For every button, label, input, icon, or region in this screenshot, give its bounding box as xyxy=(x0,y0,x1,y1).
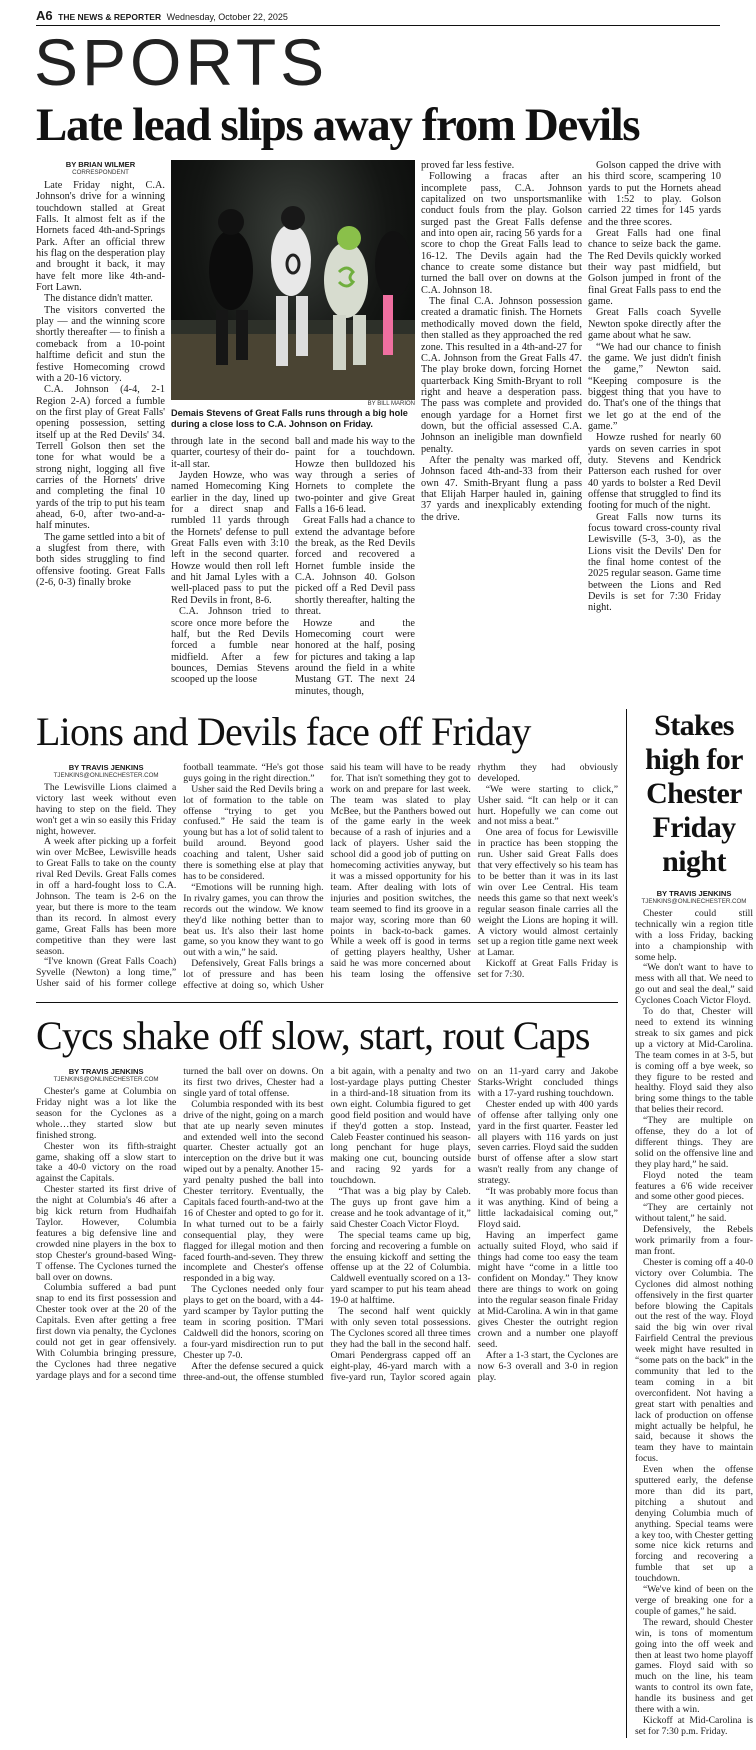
article-paragraph: Late Friday night, C.A. Johnson's drive for a winning touchdown stalled at Great Falls. It almost felt as if the Hornets faced 4th-and-Springs Park. After an official threw his flag on the desperation play and brought it back, it may have felt more like 4th-and-Fort Lawn. xyxy=(36,180,165,294)
article-paragraph: Chester ended up with 400 yards of offense after tallying only one yard in the first quarter. Feaster led all players with 116 yards on just seven carries. Floyd said the sudden burst of offense after a slow start wasn't really from any change of strategy. xyxy=(477,1098,618,1187)
article-paragraph: “Emotions will be running high. In rivalry games, you can throw the records out the window. We know they'd like nothing better than to beat us. It's also their last home game, so you know they want to go out with a win,” he said. xyxy=(183,881,324,959)
article-paragraph: “I've known (Great Falls Coach) Syvelle (Newton) a long time,” Usher said of his former college football teammate. “He's got those guys going in the right direction.” xyxy=(36,761,324,990)
article-paragraph: Usher said the Red Devils bring a lot of formation to the table on offense “trying to get you confused.” He said the team is young but has a lot of solid talent to build around. Beyond good coaching and talent, Usher said there is something else at play that has to be considered. xyxy=(183,783,324,882)
article-paragraph: After a 1-3 start, the Cyclones are now 6-3 overall and 3-0 in region play. xyxy=(477,1349,618,1383)
page-header xyxy=(36,8,720,26)
article-paragraph: After the penalty was marked off, Johnson faced 4th-and-33 from their own 47. Smith-Bryant flung a pass that Elijah Harper hauled in, gaining 37 yards and inexplicably extending the drive. xyxy=(421,454,582,523)
article-paragraph: Golson capped the drive with his third score, scampering 10 yards to put the Hornets ahead with 1:52 to play. Golson carried 22 times for 145 yards and the three scores. xyxy=(588,160,721,228)
article-paragraph: Kickoff at Mid-Carolina is set for 7:30 p.m. Friday. xyxy=(635,1714,753,1737)
byline: BY TRAVIS JENKINS xyxy=(656,888,732,898)
article-paragraph: To do that, Chester will need to extend its winning streak to six games and pick up a victory at Mid-Carolina. The team comes in at 3-5, but is coming off a bye week, so they figure to be rested and healthy. Floyd said they also bring some things to the table that belies their record. xyxy=(635,1006,753,1116)
article-paragraph: Chester is coming off a 40-0 victory over Columbia. The Cyclones did almost nothing offensively in the first quarter before blowing the Capitals out the rest of the way. Floyd said the big win over rival Fairfield Central the previous week might have resulted in “some pats on the back” in the community that led to the team coming in a bit overconfident. Not having a great start with penalties and lack of production on offense might actually be helpful, he said, because it shows the team they have to maintain focus. xyxy=(635,1256,753,1465)
article-paragraph: The second half went quickly with only seven total possessions. The Cyclones scored all three times they had the ball in the second half. Omari Pendergrass capped off an eight-play, 46-yard march with a five-yard run, Taylor scored again on an 11-yard carry and Jakobe Starks-Wright concluded things with a 17-yard rushing touchdown. xyxy=(330,1066,618,1383)
byline-email: TJENKINS@ONLINECHESTER.COM xyxy=(53,1076,159,1084)
article-paragraph: “That was a big play by Caleb. The guys up front gave him a crease and he took advantage of it,” said Chester Coach Victor Floyd. xyxy=(330,1186,471,1230)
article-paragraph: Chester's game at Columbia on Friday night was a lot like the season for the Cyclones as a whole…they started slow but finished strong. xyxy=(36,1086,177,1141)
article-paragraph: Following a fracas after an incomplete pass, C.A. Johnson capitalized on two unsportsmanlike conduct fouls from the play. Golson surged past the Great Falls defense and into open air, racing 56 yards for a score to chop the Great Falls lead to 16-12. The Devils again had the chance to create some distance but turned the ball over on downs at the C.A. Johnson 18. xyxy=(421,171,582,296)
article-paragraph: The visitors converted the play — and the winning score shortly thereafter — to finish a comeback from a 10-point halftime deficit and stun the festive Homecoming crowd with a 20-16 victory. xyxy=(36,304,165,384)
article-paragraph: Howze rushed for nearly 60 yards on seven carries in spot duty. Stevens and Kendrick Patterson each rushed for over 40 yards to bolster a Red Devil offense that struggled to find its footing for much of the night. xyxy=(588,432,721,512)
article-paragraph: proved far less festive. xyxy=(421,160,515,171)
article-paragraph: Columbia responded with its best drive of the night, going on a march that ate up nearly seven minutes and extended well into the second quarter. Chester actually got an interception on the drive but it was wiped out by a penalty. Another 15-yard penalty pushed the ball into Chester territory. Eventually, the Capitals faced fourth-and-two at the 16 of Chester and opted to go for it. In what turned out to be a fairly consequential play, they were flagged for illegal motion and then faced fourth-and-seven. They threw incomplete and Chester's offense responded in a big way. xyxy=(183,1098,324,1285)
lower-left-stories xyxy=(36,709,618,1738)
article-paragraph: “They are certainly not without talent,” he said. xyxy=(635,1202,753,1225)
article-paragraph: The special teams came up big, forcing and recovering a fumble on the ensuing kickoff and setting the offense up at the 22 of Columbia. Caldwell eventually scored on a 13-yard scamper to put his team ahead 19-0 at halftime. xyxy=(330,1229,471,1307)
lower-section xyxy=(36,709,752,1738)
issue-date: Wednesday, October 22, 2025 xyxy=(166,12,288,22)
article-paragraph: After the defense secured a quick three-and-out, the offense stumbled a bit again, with a penalty and two lost-yardage plays putting Chester in a third-and-18 situation from its own eight. Columbia figured to get good field position and would have if they'd gotten a stop. Instead, Caleb Feaster continued his season-long penchant for huge plays, making one cut, bouncing outside and racing 92 yards for a touchdown. xyxy=(183,1066,471,1383)
main-story-column-2 xyxy=(171,436,289,686)
article-paragraph: Chester could still technically win a region title with a loss Friday, backing into a championship with some help. xyxy=(635,907,753,963)
byline: BY TRAVIS JENKINS xyxy=(68,762,144,772)
article-paragraph: “We had our chance to finish the game. We just didn't finish the game,” Newton said. “Keeping composure is the biggest thing that you have to do. That's one of the things that we let go at the end of the game.” xyxy=(588,341,721,432)
main-story-column-4 xyxy=(421,160,582,523)
article-paragraph: “We don't want to have to mess with all that. We need to go out and seal the deal,” said Cyclones Coach Victor Floyd. xyxy=(635,962,753,1007)
article-paragraph: “It was probably more focus than it was anything. Kind of being a little lackadaisical coming out,” Floyd said. xyxy=(477,1186,618,1230)
byline: BY BRIAN WILMER xyxy=(65,160,136,169)
main-story-column-3 xyxy=(295,436,415,697)
photo-credit: BY BILL MARION xyxy=(367,401,415,407)
article-paragraph: The Lewisville Lions claimed a victory last week without even having to step on the field. They won't get a win so easily this Friday night, however. xyxy=(36,781,177,837)
article-paragraph: The reward, should Chester win, is tons of momentum going into the off week and then at least two home playoff games. Floyd said with so much on the line, his team wants to control its own fate, handle its business and get there with a win. xyxy=(635,1616,753,1716)
article-paragraph: Columbia suffered a bad punt snap to end its first possession and Chester took over at the 20 of the Capitals. Even after getting a free first down via penalty, the Cyclones could not get in gear offensively. With Columbia bringing pressure, the Cyclones had three negative yardage plays and for a second time turned the ball over on downs. On its first two drives, Chester had a single yard of total offense. xyxy=(36,1066,324,1381)
main-story-column-1 xyxy=(36,160,165,588)
article-paragraph: Great Falls now turns its focus toward cross-county rival Lewisville (5-3, 3-0), as the Lions visit the Devils' Den for the final home contest of the 2025 regular season. Game time between the Lions and Red Devils is set for 7:30 Friday night. xyxy=(588,511,721,614)
article-paragraph: Defensively, the Rebels work primarily from a four-man front. xyxy=(635,1224,753,1257)
main-story-column-5 xyxy=(588,160,721,614)
article-paragraph: One area of focus for Lewisville in practice has been stopping the run. Usher said Great Falls does that very effectively so his team has to be better than it was in its last win over Lee Central. His team needs this game so that next week's regular season finale carries all the weight the Lions are hoping it will. A victory would almost certainly set up a region title game next week at Lamar. xyxy=(477,827,618,959)
article-paragraph: Even when the offense sputtered early, the defense more than did its part, pitching a shutout and denying Columbia much of anything. Special teams were a key too, with Chester getting some nice kick returns and forcing and recovering a fumble that set up a touchdown. xyxy=(635,1464,753,1585)
byline: BY TRAVIS JENKINS xyxy=(68,1067,144,1077)
section-divider xyxy=(36,1002,618,1003)
lions-headline: Lions and Devils face off Friday xyxy=(36,708,531,754)
article-paragraph: Great Falls had one final chance to seize back the game. The Red Devils quickly worked their way past midfield, but Golson jumped in front of the final Great Falls pass to end the game. xyxy=(588,228,721,308)
article-paragraph: Chester won its fifth-straight game, shaking off a slow start to take a 40-0 victory on the road against the Capitals. xyxy=(36,1140,177,1185)
article-paragraph: The game settled into a bit of a slugfest from there, with both sides struggling to find offensive footing. Great Falls (2-6, 0-3) finally broke xyxy=(36,531,165,589)
article-paragraph: Howze and the Homecoming court were honored at the half, posing for pictures and taking a lap around the field in a white Mustang GT. The next 24 minutes, though, xyxy=(295,617,415,697)
game-photo xyxy=(171,160,415,400)
article-paragraph: Jayden Howze, who was named Homecoming King earlier in the day, lined up for a direct snap and rumbled 11 yards through the Hornets' defense to pull Great Falls even with 3:10 left in the second quarter. Howze would then roll left and hit Jamal Lyles with a well-placed pass to put the Red Devils in front, 8-6. xyxy=(171,470,289,606)
article-paragraph: Great Falls had a chance to extend the advantage before the break, as the Red Devils forced and recovered a Hornet fumble inside the C.A. Johnson 40. Golson picked off a Red Devil pass shortly thereafter, halting the threat. xyxy=(295,515,415,618)
article-paragraph: “We've kind of been on the verge of breaking one for a couple of games,” he said. xyxy=(635,1584,753,1617)
main-story xyxy=(36,160,721,697)
photo-caption: Demais Stevens of Great Falls runs through a big hole during a close loss to C.A. Johnson on Friday. xyxy=(171,408,408,429)
chester-sidebar xyxy=(626,709,753,1738)
cycs-story-body xyxy=(36,1067,618,1383)
lions-story-body xyxy=(36,763,618,992)
cycs-headline: Cycs shake off slow, start, rout Caps xyxy=(36,1013,590,1059)
article-paragraph: “We were starting to click,” Usher said. “It can help or it can hurt. Hopefully we can come out and not miss a beat.” xyxy=(477,783,618,828)
article-paragraph: The final C.A. Johnson possession created a dramatic finish. The Hornets methodically moved down the field, then stalled as they approached the red zone. This resulted in a 4th-and-27 for C.A. Johnson from the Great Falls 47. The play broke down, forcing Hornet quarterback King Smith-Bryant to roll right and heave a desperation pass. The pass was complete and provided enough yardage for a Hornet first down, but the official assessed C.A. Johnson an ineligible man downfield penalty. xyxy=(421,296,582,455)
article-paragraph: Kickoff at Great Falls Friday is set for 7:30. xyxy=(477,958,618,981)
article-paragraph: The distance didn't matter. xyxy=(44,293,153,305)
article-paragraph: A week after picking up a forfeit win over McBee, Lewisville heads to Great Falls to take on the county rival Red Devils. Great Falls comes in off a hard-fought loss to C.A. Johnson. The team is 2-6 on the year, but there is more to the team than its record. In almost every game, Great Falls has been more competitive than they were last season. xyxy=(36,836,177,957)
page-number: A6 xyxy=(36,8,53,23)
article-paragraph: “They are multiple on offense, they do a lot of different things. They are solid on the offensive line and they play hard,” he said. xyxy=(635,1115,753,1170)
article-paragraph: ball and made his way to the paint for a touchdown. Howze then bulldozed his way through a series of Hornets to complete the two-pointer and give Great Falls a 16-6 lead. xyxy=(295,436,415,516)
section-title: SPORTS xyxy=(34,25,329,99)
photo-block xyxy=(171,160,415,430)
article-paragraph: C.A. Johnson (4-4, 2-1 Region 2-A) forced a fumble on the first play of Great Falls' opening possession, setting itself up at the Red Devils' 34. Terrell Golson then set the tone for what would be a strong night, logging all five carries of the Hornets' drive and completing the final 10 yards of the trip to put his team ahead, 6-0, after two-and-a-half minutes. xyxy=(36,384,165,532)
article-paragraph: Defensively, Great Falls brings a lot of pressure and has been effective at doing so, which Usher said his team will have to be ready for. That isn't something they got to work on and prepare for last week. The team was slated to play McBee, but the Panthers bowed out of the game early in the week because of a rash of injuries and a lack of players. Usher said the school did a good job of putting on homecoming activities anyway, but it was a missed opportunity for his team. After dealing with lots of injuries and position switches, the team seemed to find its groove in a major way, scoring more than 60 points in back-to-back games. While a week off is good in terms of getting players healthy, Usher said he was more concerned about his team losing the offensive rhythm they had obviously developed. xyxy=(183,761,618,992)
byline-email: TJENKINS@ONLINECHESTER.COM xyxy=(641,897,747,905)
article-paragraph: Having an imperfect game actually suited Floyd, who said if things had come too easy the team might have “come in a little too confident on Monday.” They know there are things to work on going into the regular season finale Friday at Mid-Carolina. A win in that game gives Chester the outright region crown and a number one playoff seed. xyxy=(477,1229,618,1350)
article-paragraph: C.A. Johnson tried to score once more before the half, but the Red Devils forced a fumble near midfield. After a few bounces, Demias Stevens scooped up the loose xyxy=(171,606,289,686)
article-paragraph: through late in the second quarter, courtesy of their do-it-all star. xyxy=(171,436,289,470)
chester-headline: Stakes high for Chester Friday night xyxy=(645,708,743,878)
article-paragraph: The Cyclones needed only four plays to get on the board, with a 44-yard scamper by Taylor putting the team in scoring position. T'Mari Caldwell did the honors, scoring on a four-yard misdirection run to put Chester up 7-0. xyxy=(183,1284,324,1361)
main-headline: Late lead slips away from Devils xyxy=(36,99,640,151)
chester-story-body xyxy=(635,889,753,1738)
article-paragraph: Chester started its first drive of the night at Columbia's 46 after a big kick return from Hudhaifah Taylor. However, Columbia features a big defensive line and crowded nine players in the box to stop Chester's ground-based Wing-T offense. The Cyclones turned the ball over on downs. xyxy=(36,1184,177,1283)
byline-email: TJENKINS@ONLINECHESTER.COM xyxy=(53,771,159,779)
byline-role: CORRESPONDENT xyxy=(72,169,129,176)
article-paragraph: Great Falls coach Syvelle Newton spoke directly after the game about what he saw. xyxy=(588,307,721,342)
paper-name: THE NEWS & REPORTER xyxy=(58,12,162,22)
article-paragraph: Floyd noted the team features a 6'6 wide receiver and some other good pieces. xyxy=(635,1169,753,1203)
